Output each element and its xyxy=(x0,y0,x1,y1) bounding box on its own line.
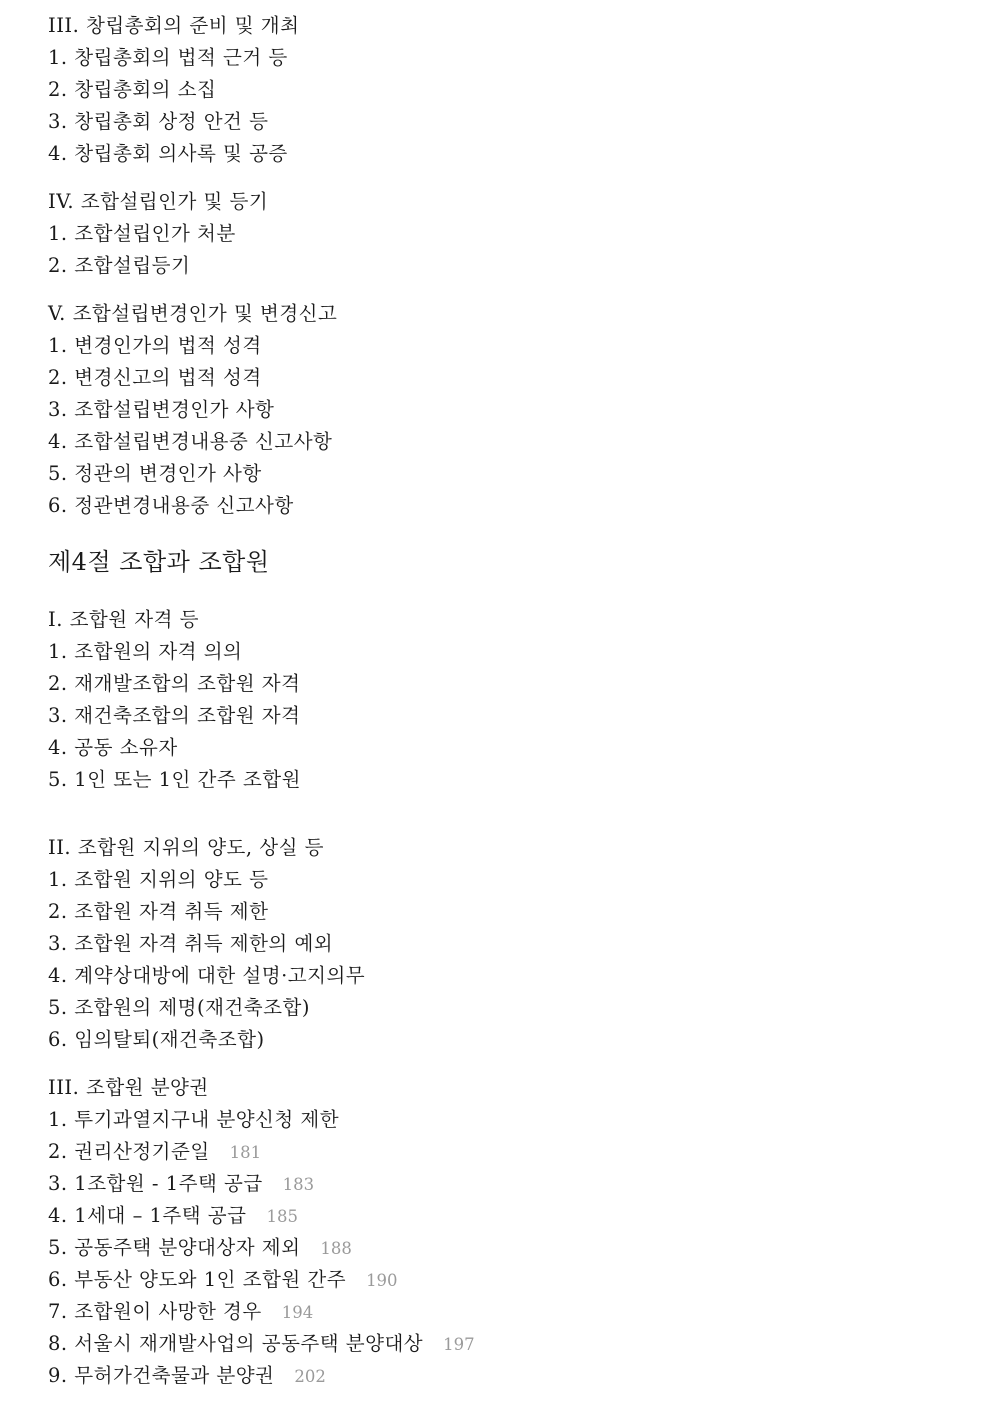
toc-item: 4. 계약상대방에 대한 설명·고지의무 xyxy=(48,964,366,987)
page-number: 185 xyxy=(266,1207,298,1226)
toc-item-text: 2. 권리산정기준일 xyxy=(48,1140,210,1163)
toc-item: 2. 조합설립등기 xyxy=(48,254,191,277)
toc-item: 4. 공동 소유자 xyxy=(48,736,178,759)
toc-item: 2. 재개발조합의 조합원 자격 xyxy=(48,672,301,695)
toc-item xyxy=(48,1328,992,1360)
toc-item: 5. 정관의 변경인가 사항 xyxy=(48,462,262,485)
toc-item: 5. 조합원의 제명(재건축조합) xyxy=(48,996,310,1019)
toc-item xyxy=(48,1104,992,1136)
section-heading: III. 조합원 분양권 xyxy=(48,1076,209,1099)
section-heading: II. 조합원 지위의 양도, 상실 등 xyxy=(48,836,325,859)
toc-item: 5. 1인 또는 1인 간주 조합원 xyxy=(48,768,301,791)
page-number: 188 xyxy=(320,1239,352,1258)
toc-item: 2. 조합원 자격 취득 제한 xyxy=(48,900,269,923)
toc-item: 3. 창립총회 상정 안건 등 xyxy=(48,110,269,133)
toc-section-iii xyxy=(48,10,992,170)
toc-item-text: 6. 부동산 양도와 1인 조합원 간주 xyxy=(48,1268,347,1291)
toc-item: 1. 조합원 지위의 양도 등 xyxy=(48,868,269,891)
toc-section-i xyxy=(48,604,992,796)
toc-item-text: 8. 서울시 재개발사업의 공동주택 분양대상 xyxy=(48,1332,424,1355)
toc-item: 3. 조합원 자격 취득 제한의 예외 xyxy=(48,932,334,955)
section-heading: IV. 조합설립인가 및 등기 xyxy=(48,190,269,213)
section-heading: III. 창립총회의 준비 및 개최 xyxy=(48,14,300,37)
toc-item: 1. 조합설립인가 처분 xyxy=(48,222,236,245)
section-heading: I. 조합원 자격 등 xyxy=(48,608,200,631)
toc-section-v xyxy=(48,298,992,522)
toc-item xyxy=(48,1136,992,1168)
toc-item: 6. 임의탈퇴(재건축조합) xyxy=(48,1028,265,1051)
toc-item: 2. 창립총회의 소집 xyxy=(48,78,217,101)
toc-item: 3. 재건축조합의 조합원 자격 xyxy=(48,704,301,727)
toc-item: 3. 조합설립변경인가 사항 xyxy=(48,398,275,421)
toc-item xyxy=(48,1168,992,1200)
page-number: 183 xyxy=(282,1175,315,1194)
chapter-title: 제4절 조합과 조합원 xyxy=(48,548,270,576)
toc-item: 6. 정관변경내용중 신고사항 xyxy=(48,494,294,517)
toc-item xyxy=(48,1296,992,1328)
toc-item-text: 9. 무허가건축물과 분양권 xyxy=(48,1364,275,1387)
toc-item xyxy=(48,1360,992,1392)
toc-item: 4. 조합설립변경내용중 신고사항 xyxy=(48,430,333,453)
toc-section-iii-ownership xyxy=(48,1072,992,1392)
toc-item xyxy=(48,1232,992,1264)
toc-item xyxy=(48,1264,992,1296)
toc-item: 2. 변경신고의 법적 성격 xyxy=(48,366,262,389)
page-number: 202 xyxy=(294,1367,326,1386)
page-number: 197 xyxy=(443,1335,475,1354)
toc-item-text: 4. 1세대 – 1주택 공급 xyxy=(48,1204,247,1227)
page-number: 181 xyxy=(229,1143,262,1162)
toc-item: 1. 창립총회의 법적 근거 등 xyxy=(48,46,288,69)
toc-item: 1. 변경인가의 법적 성격 xyxy=(48,334,262,357)
toc-item: 1. 조합원의 자격 의의 xyxy=(48,640,243,663)
toc-item: 4. 창립총회 의사록 및 공증 xyxy=(48,142,288,165)
toc-item-text: 7. 조합원이 사망한 경우 xyxy=(48,1300,262,1323)
page-number: 194 xyxy=(281,1303,314,1322)
toc-section-ii xyxy=(48,832,992,1056)
page-number: 190 xyxy=(366,1271,398,1290)
toc-item-text: 1. 투기과열지구내 분양신청 제한 xyxy=(48,1108,340,1131)
toc-item-text: 3. 1조합원 - 1주택 공급 xyxy=(48,1172,263,1195)
toc-item xyxy=(48,1200,992,1232)
toc-section-iv xyxy=(48,186,992,282)
toc-item-text: 5. 공동주택 분양대상자 제외 xyxy=(48,1236,301,1259)
section-heading: V. 조합설립변경인가 및 변경신고 xyxy=(48,302,338,325)
